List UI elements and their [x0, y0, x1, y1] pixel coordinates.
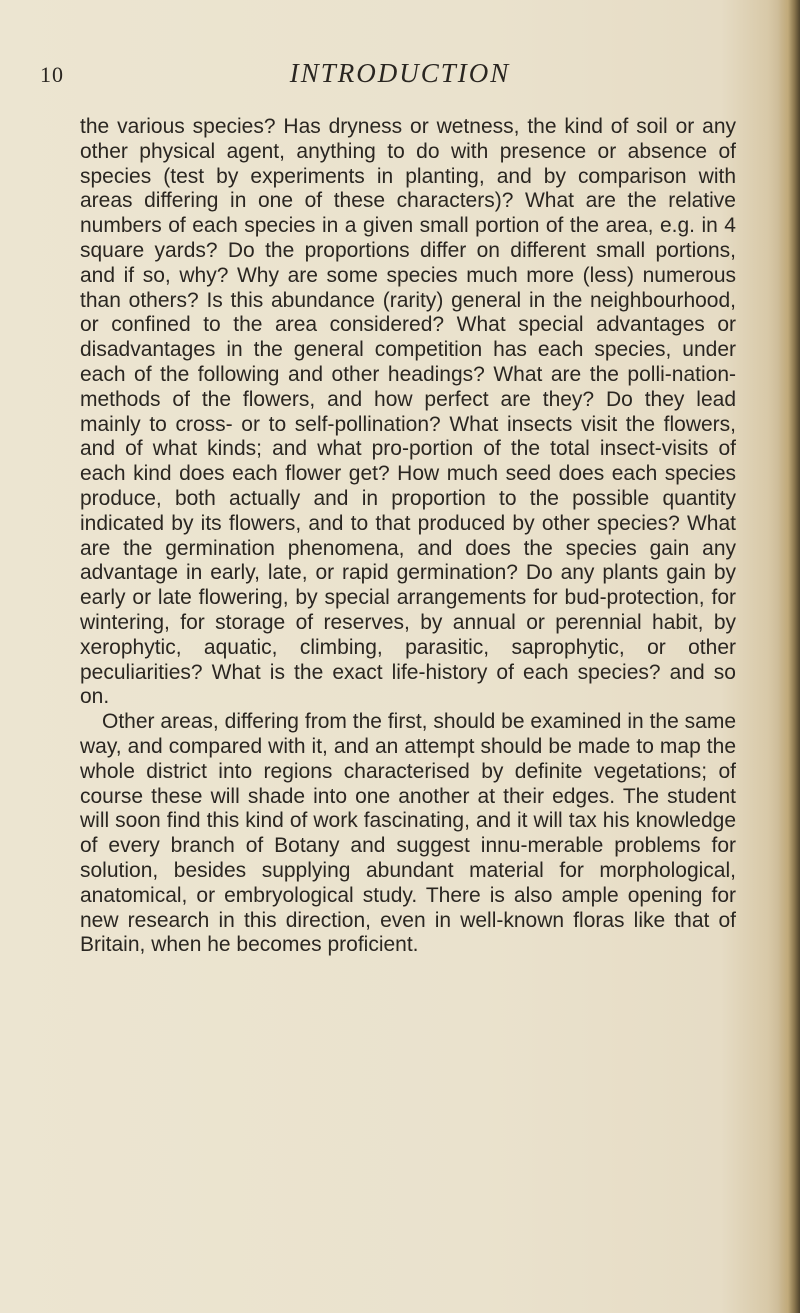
page-number: 10	[40, 62, 64, 87]
page-edge-shadow	[778, 0, 800, 1313]
paragraph-2: Other areas, differing from the first, should be examined in the same way, and compared with it, and an attempt should be made to map the whole district into regions characterised by definite vegetations; of course these will shade into one another at their edges. The student will soon find this kind of work fascinating, and it will tax his knowledge of every branch of Botany and suggest innu-merable problems for solution, besides supplying abundant material for morphological, anatomical, or embryological study. There is also ample opening for new research in this direction, even in well-known floras like that of Britain, when he becomes proficient.	[80, 710, 736, 957]
body-text	[80, 115, 736, 958]
running-title: INTRODUCTION	[289, 58, 511, 88]
paragraph-1: the various species? Has dryness or wetness, the kind of soil or any other physical agent, anything to do with presence or absence of species (test by experiments in planting, and by comparison with areas differing in one of these characters)? What are the relative numbers of each species in a given small portion of the area, e.g. in 4 square yards? Do the proportions differ on different small portions, and if so, why? Why are some species much more (less) numerous than others? Is this abundance (rarity) general in the neighbourhood, or confined to the area considered? What special advantages or disadvantages in the general competition has each species, under each of the following and other headings? What are the polli-nation-methods of the flowers, and how perfect are they? Do they lead mainly to cross- or to self-pollination? What insects visit the flowers, and of what kinds; and what pro-portion of the total insect-visits of each kind does each flower get? How much seed does each species produce, both actually and in proportion to the possible quantity indicated by its flowers, and to that produced by other species? What are the germination phenomena, and does the species gain any advantage in early, late, or rapid germination? Do any plants gain by early or late flowering, by special arrangements for bud-protection, for wintering, for storage of reserves, by annual or perennial habit, by xerophytic, aquatic, climbing, parasitic, saprophytic, or other peculiarities? What is the exact life-history of each species? and so on.	[80, 115, 736, 709]
